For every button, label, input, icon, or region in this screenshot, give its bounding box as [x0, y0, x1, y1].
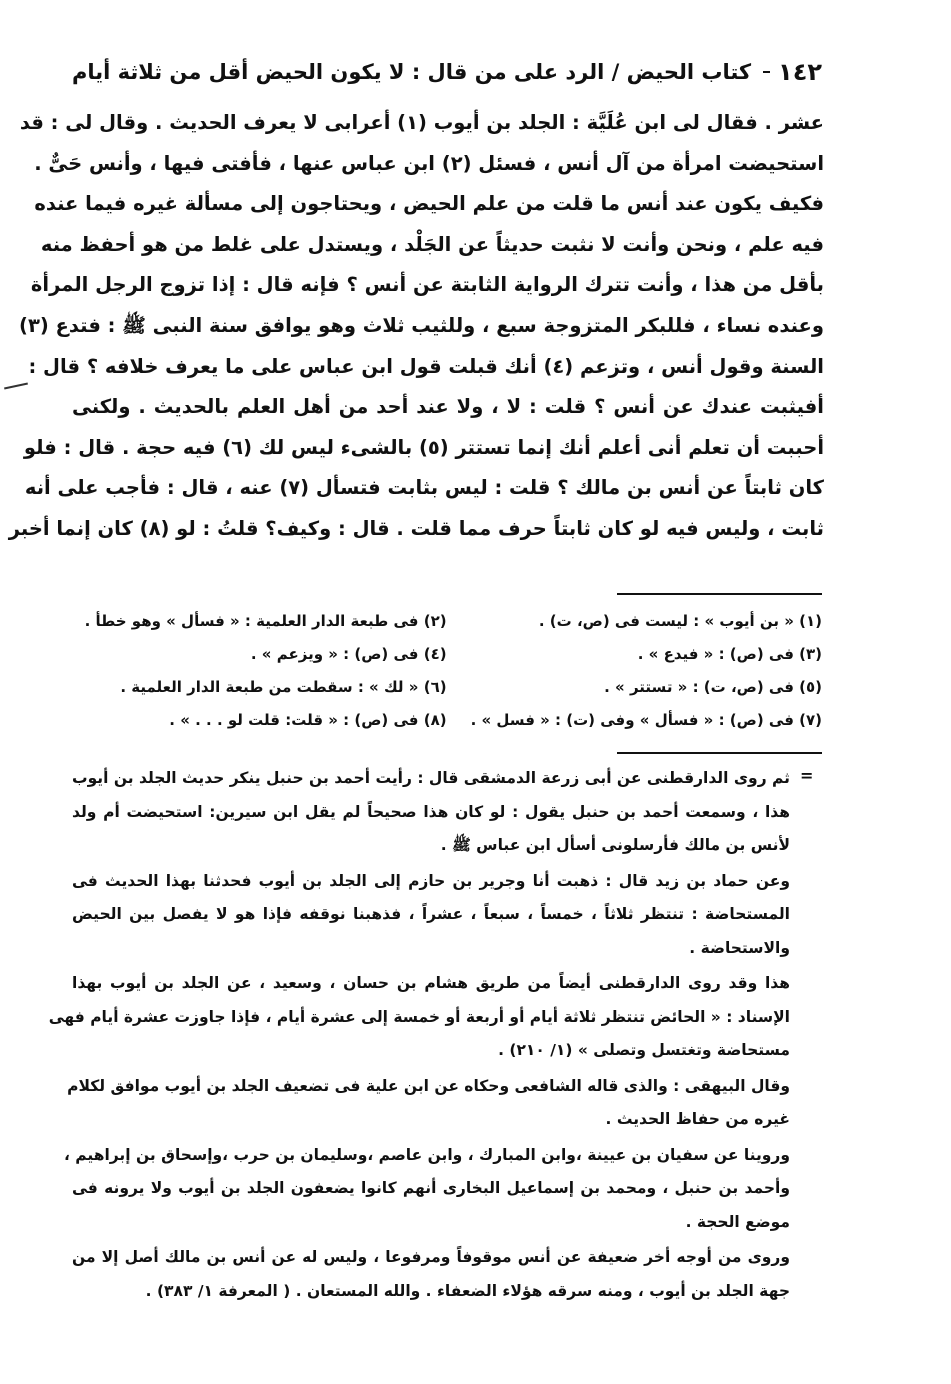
commentary-line: وأحمد بن حنبل ، ومحمد بن إسماعيل البخارى أنهم كانوا يضعفون الجلد بن أيوب ولا يرونه فى	[72, 1179, 790, 1197]
commentary-paragraph	[67, 1070, 790, 1137]
text-line: وعنده نساء ، فللبكر المتزوجة سبع ، وللثيب ثلاث وهو يوافق سنة النبى ﷺ : فتدع (٣)	[19, 313, 824, 337]
footnote: (١) « بن أيوب » : ليست فى (ص، ت) .	[538, 612, 822, 630]
main-text	[8, 103, 824, 550]
commentary-line: موضع الحجة .	[685, 1212, 790, 1231]
running-title: كتاب الحيض / الرد على من قال : لا يكون الحيض أقل من ثلاثة أيام	[72, 60, 752, 84]
text-line: فيه علم ، ونحن وأنت لا نثبت حديثاً عن الجَلْد ، ويستدل على غلط من هو أحفظ منه	[40, 232, 824, 256]
footnote: (٢) فى طبعة الدار العلمية : « فسأل » وهو خطأ .	[84, 612, 447, 630]
footnote: (٥) فى (ص، ت) : « تستتر » .	[604, 678, 822, 696]
commentary	[48, 762, 790, 1310]
text-line: أحببت أن تعلم أنى أعلم أنك إنما تستتر (٥) بالشىء ليس لك (٦) فيه حجة . قال : فلو	[23, 435, 824, 459]
text-line: بأقل من هذا ، وأنت تترك الرواية الثابتة عن أنس ؟ فإنه قال : إذا تزوج الرجل المرأة	[30, 273, 824, 297]
commentary-paragraph	[72, 865, 790, 966]
commentary-paragraph	[48, 967, 790, 1068]
footnote: (٣) فى (ص) : « فيدع » .	[637, 645, 822, 663]
text-line: أفيثبت عندك عن أنس ؟ قلت : لا ، ولا عند أحد من أهل العلم بالحديث . ولكنى	[72, 395, 824, 419]
footnotes	[84, 605, 822, 737]
header-rule	[763, 71, 770, 73]
text-line: عشر . فقال لى ابن عُلَيَّة : الجلد بن أيوب (١) أعرابى لا يعرف الحديث . وقال لى : قد	[19, 111, 824, 134]
commentary-paragraph	[72, 762, 790, 863]
commentary-line: وقال البيهقى : والذى قاله الشافعى وحكاه عن ابن علية فى تضعيف الجلد بن أيوب موافق لكلام	[67, 1076, 790, 1095]
text-line: ثابت ، وليس فيه لو كان ثابتاً حرف مما قلت . قال : وكيف؟ قلتُ : لو (٨) كان إنما أخبر	[8, 516, 824, 540]
margin-mark	[4, 383, 28, 390]
commentary-line: وروينا عن سفيان بن عيينة ،وابن المبارك ، وابن عاصم ،وسليمان بن حرب ،وإسحاق بن إبراهيم ،	[63, 1145, 790, 1164]
commentary-line: جهة الجلد بن أيوب ، ومنه سرقه هؤلاء الضعفاء . والله المستعان . ( المعرفة ١/ ٣٨٣) .	[145, 1281, 790, 1300]
continuation-marker: =	[800, 766, 814, 785]
text-line: السنة وقول أنس ، وتزعم (٤) أنك قبلت قول ابن عباس على ما يعرف خلافه ؟ قال :	[28, 354, 824, 378]
commentary-line: المستحاضة : تنتظر ثلاثاً ، خمساً ، سبعاً ، عشراً ، فذهبنا نوقفه فإذا هو لا يفصل بين الحيض	[72, 905, 790, 923]
commentary-line: والاستحاضة .	[689, 938, 790, 957]
commentary-line: وروى من أوجه أخر ضعيفة عن أنس موقوفاً ومرفوعا ، وليس له عن أنس بن مالك أصل إلا من	[72, 1248, 790, 1266]
footnote-separator-top	[617, 593, 822, 595]
commentary-paragraph	[63, 1139, 790, 1240]
page-header	[72, 50, 822, 94]
commentary-line: الإسناد : « الحائض تنتظر ثلاثة أيام أو أربعة أو خمسة إلى عشرة أيام ، فإذا جاوزت عشرة أيام فهى	[48, 1007, 790, 1026]
footnote: (٧) فى (ص) : « فسأل » وفى (ت) : « فسل » .	[470, 711, 822, 729]
footnote: (٨) فى (ص) : « قلت: قلت لو . . . » .	[169, 711, 447, 729]
commentary-line: مستحاضة وتغتسل وتصلى » (١/ ٢١٠) .	[498, 1041, 790, 1059]
commentary-line: وعن حماد بن زيد قال : ذهبت أنا وجرير بن حازم إلى الجلد بن أيوب فحدثنا بهذا الحديث فى	[72, 871, 790, 890]
footnote: (٤) فى (ص) : « ويزعم » .	[250, 645, 447, 663]
text-line: فكيف يكون عند أنس ما قلت من علم الحيض ، ويحتاجون إلى مسألة غيره فيما عنده	[34, 192, 824, 216]
commentary-line: لأنس بن مالك فأرسلونى أسأل ابن عباس ﷺ .	[440, 836, 790, 854]
text-line: كان ثابتاً عن أنس بن مالك ؟ قلت : ليس بثابت فتسأل (٧) عنه ، قال : فأجب على أنه	[24, 476, 824, 500]
page-number: ١٤٢	[778, 58, 822, 86]
commentary-line: هذا ، وسمعت أحمد بن حنبل يقول : لو كان هذا صحيحاً لم يقل ابن سيرين: استحيضت أم ولد	[72, 802, 790, 821]
footnote: (٦) « لك » : سقطت من طبعة الدار العلمية .	[120, 678, 447, 696]
commentary-paragraph	[72, 1241, 790, 1308]
text-line: استحيضت امرأة من آل أنس ، فسئل (٢) ابن عباس عنها ، فأفتى فيها ، وأنس حَىٌّ .	[34, 151, 824, 175]
commentary-line: غيره من حفاظ الحديث .	[605, 1110, 790, 1128]
commentary-line: هذا وقد روى الدارقطنى أيضاً من طريق هشام بن حسان ، وسعيد ، عن الجلد بن أيوب بهذا	[72, 974, 790, 992]
footnote-separator-bottom	[617, 752, 822, 754]
commentary-line: ثم روى الدارقطنى عن أبى زرعة الدمشقى قال : رأيت أحمد بن حنبل ينكر حديث الجلد بن أيوب	[72, 769, 790, 787]
